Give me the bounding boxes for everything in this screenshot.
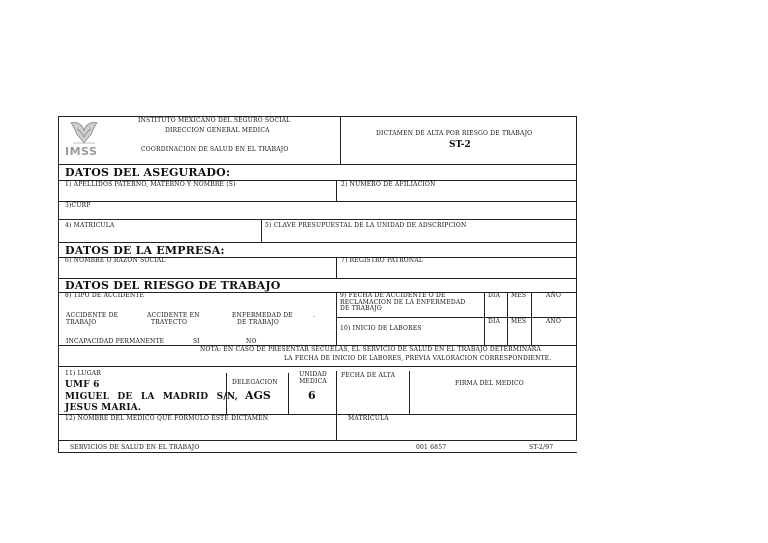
rule-f1-f2 <box>336 180 337 201</box>
rule-date-col3 <box>531 292 532 345</box>
rule-date-col1 <box>484 292 485 345</box>
field-matricula-label: 4) MATRICULA <box>65 222 115 229</box>
rule-bottom <box>58 440 577 441</box>
field-incapacidad-label: INCAPACIDAD PERMANENTE <box>66 338 165 345</box>
option-accidente-trayecto-line1: ACCIDENTE EN <box>147 312 200 319</box>
rule-header-divider <box>340 116 341 164</box>
option-accidente-trayecto <box>147 313 200 326</box>
field-unidad-label-line1: UNIDAD <box>299 371 327 378</box>
form-code: ST-2 <box>449 140 471 150</box>
option-enfermedad-trabajo-line2: DE TRABAJO <box>237 318 280 326</box>
delegacion-value: AGS <box>245 389 271 402</box>
rule-left <box>58 116 59 452</box>
rule-f2 <box>58 201 577 202</box>
field-fecha-accidente-line3: DE TRABAJO <box>340 305 383 313</box>
rule-delegacion-unidad <box>288 373 289 414</box>
footer-form-version: ST-2/97 <box>529 444 554 451</box>
field-inicio-labores-label: 10) INICIO DE LABORES <box>340 325 422 332</box>
field-fecha-alta-label: FECHA DE ALTA <box>341 372 396 379</box>
date2-ano-label: AÑO <box>546 318 562 325</box>
field-apellidos-label: 1) APELLIDOS PATERNO, MATERNO Y NOMBRE (S) <box>65 181 236 188</box>
field-razon-social-label: 6) NOMBRE O RAZON SOCIAL <box>65 257 166 264</box>
option-no[interactable]: NO <box>246 338 257 345</box>
field-clave-label: 5) CLAVE PRESUPUESTAL DE LA UNIDAD DE ADSCRIPCION <box>265 222 467 229</box>
rule-f4 <box>58 242 577 243</box>
section-riesgo: DATOS DEL RIESGO DE TRABAJO <box>65 279 281 292</box>
rule-top <box>58 116 577 117</box>
nota-line2: LA FECHA DE INICIO DE LABORES, PREVIA VALORACION CORRESPONDIENTE. <box>284 355 552 362</box>
field-lugar-label: 11) LUGAR <box>65 370 102 377</box>
rule-f6-f7 <box>336 257 337 278</box>
logo-text: IMSS <box>65 145 98 158</box>
lugar-value-line1: UMF 6 <box>65 380 100 390</box>
rule-f9-f10 <box>336 317 577 318</box>
field-registro-label: 7) REGISTRO PATRONAL <box>341 257 424 264</box>
option-accidente-trabajo-line1: ACCIDENTE DE <box>66 312 119 319</box>
rule-left-block <box>336 371 337 440</box>
option-accidente-trabajo <box>66 313 118 326</box>
option-separator-dot: . <box>313 312 316 319</box>
footer-code: 001 6857 <box>416 444 447 451</box>
field-unidad-label <box>291 372 335 385</box>
field-afiliacion-label: 2) NUMERO DE AFILIACION <box>341 181 436 188</box>
date1-ano-label: AÑO <box>546 292 562 299</box>
rule-footer <box>58 452 577 453</box>
rule-nota-bottom <box>58 366 577 367</box>
field-nombre-medico-label: 12) NOMBRE DEL MEDICO QUE FORMULO ESTE DICTAMEN <box>65 415 269 422</box>
date1-mes-label: MES <box>511 292 527 299</box>
field-fecha-accidente-line1: 9) FECHA DE ACCIDENTE O DE <box>340 292 446 299</box>
field-fecha-accidente-line2: RECLAMACION DE LA ENFERMEDAD <box>340 298 466 306</box>
date1-dia-label: DIA <box>488 292 501 299</box>
lugar-value-line3: JESUS MARIA. <box>65 403 142 413</box>
option-enfermedad-trabajo <box>232 313 293 326</box>
org-coordination: COORDINACION DE SALUD EN EL TRABAJO <box>141 146 289 153</box>
nota-line1: NOTA: EN CASO DE PRESENTAR SECUELAS, EL SERVICIO DE SALUD EN EL TRABAJO DETERMINARA <box>200 346 542 353</box>
field-firma-label: FIRMA DEL MEDICO <box>455 380 524 387</box>
rule-header-bottom <box>58 164 577 165</box>
option-accidente-trayecto-line2: TRAYECTO <box>151 318 188 326</box>
rule-f3 <box>58 219 577 220</box>
field-tipo-accidente-label: 8) TIPO DE ACCIDENTE <box>65 292 145 299</box>
field-unidad-label-line2: MEDICA <box>299 377 327 385</box>
org-name: INSTITUTO MEXICANO DEL SEGURO SOCIAL <box>138 117 291 124</box>
option-accidente-trabajo-line2: TRABAJO <box>66 318 97 326</box>
option-enfermedad-trabajo-line1: ENFERMEDAD DE <box>232 312 293 319</box>
date2-dia-label: DIA <box>488 318 501 325</box>
field-fecha-accidente-label <box>340 293 465 313</box>
unidad-value: 6 <box>308 389 316 402</box>
rule-date-col2 <box>507 292 508 345</box>
field-matricula-medico-label: MATRICULA <box>348 415 389 422</box>
footer-service: SERVICIOS DE SALUD EN EL TRABAJO <box>70 444 200 451</box>
rule-fecha-firma <box>409 371 410 414</box>
section-asegurado: DATOS DEL ASEGURADO: <box>65 166 231 179</box>
imss-logo <box>63 119 105 159</box>
field-delegacion-label: DELEGACION <box>232 379 278 386</box>
date2-mes-label: MES <box>511 318 527 325</box>
form-title: DICTAMEN DE ALTA POR RIESGO DE TRABAJO <box>376 130 533 137</box>
field-curp-label: 3)CURP <box>65 202 91 209</box>
lugar-value-line2: MIGUEL DE LA MADRID S/N, <box>65 392 239 402</box>
rule-riesgo-divider <box>336 292 337 345</box>
rule-f4-f5 <box>261 219 262 242</box>
option-si[interactable]: SI <box>193 338 200 345</box>
org-direction: DIRECCION GENERAL MEDICA <box>165 127 270 134</box>
section-empresa: DATOS DE LA EMPRESA: <box>65 244 225 257</box>
